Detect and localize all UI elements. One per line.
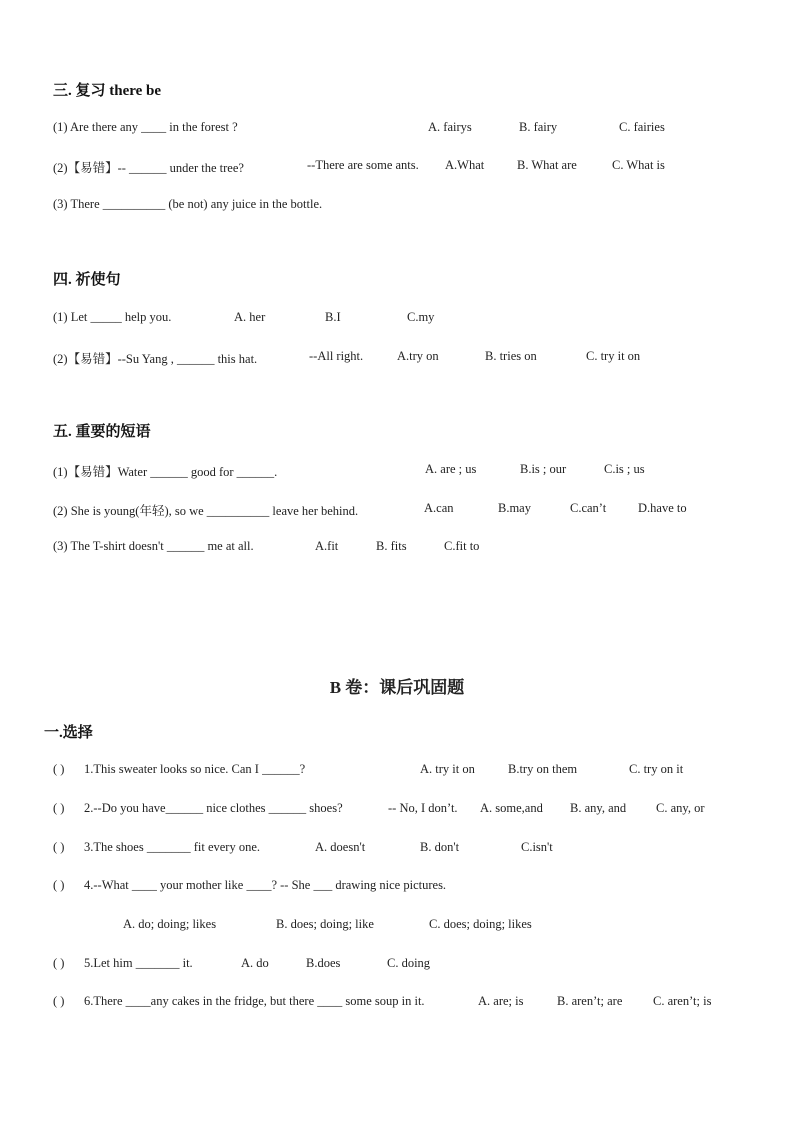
answer-paren: ( )	[53, 762, 65, 776]
option-a: A. do; doing; likes	[123, 917, 217, 931]
option-b: B. does; doing; like	[276, 917, 374, 931]
section3-heading: 三. 复习 there be	[53, 83, 162, 99]
question-reply: --All right.	[309, 349, 364, 363]
option-a: A.fit	[315, 539, 339, 553]
option-c: C. try it on	[586, 349, 641, 363]
option-b: B.does	[306, 956, 341, 970]
option-b: B. aren’t; are	[557, 994, 623, 1008]
question-stem: (3) There __________ (be not) any juice in the bottle.	[53, 197, 323, 211]
question-stem: (2)【易错】-- ______ under the tree?	[53, 161, 244, 175]
option-c: C. any, or	[656, 801, 705, 815]
option-b: B. fits	[376, 539, 407, 553]
option-b: B. any, and	[570, 801, 627, 815]
section5-heading: 五. 重要的短语	[53, 424, 151, 440]
option-a: A.try on	[397, 349, 439, 363]
option-b: B.may	[498, 501, 531, 515]
option-a: A. are ; us	[425, 462, 477, 476]
question-stem: (2)【易错】--Su Yang , ______ this hat.	[53, 352, 258, 366]
question-reply: --There are some ants.	[307, 158, 419, 172]
option-b: B. tries on	[485, 349, 537, 363]
option-a: A. fairys	[428, 120, 472, 134]
option-c: C. fairies	[619, 120, 665, 134]
answer-paren: ( )	[53, 801, 65, 815]
part-b-title: B 卷：课后巩固题	[329, 678, 465, 697]
option-c: C. doing	[387, 956, 431, 970]
option-a: A. try it on	[420, 762, 475, 776]
option-c: C.my	[407, 310, 435, 324]
option-b: B. What are	[517, 158, 577, 172]
question-stem: (2) She is young(年轻), so we __________ leave her behind.	[53, 504, 359, 518]
option-c: C. does; doing; likes	[429, 917, 532, 931]
question-stem: (1)【易错】Water ______ good for ______.	[53, 465, 278, 479]
option-c: C. What is	[612, 158, 665, 172]
answer-paren: ( )	[53, 878, 65, 892]
option-b: B.is ; our	[520, 462, 567, 476]
option-b: B.try on them	[508, 762, 578, 776]
question-stem: 6.There ____any cakes in the fridge, but there ____ some soup in it.	[84, 994, 425, 1008]
question-stem: (1) Are there any ____ in the forest ?	[53, 120, 238, 134]
option-b: B. fairy	[519, 120, 558, 134]
option-c: C.is ; us	[604, 462, 645, 476]
question-stem: 5.Let him _______ it.	[84, 956, 193, 970]
option-a: A. are; is	[478, 994, 524, 1008]
option-d: D.have to	[638, 501, 687, 515]
option-c: C.fit to	[444, 539, 480, 553]
question-stem: (3) The T-shirt doesn't ______ me at all.	[53, 539, 254, 553]
option-a: A.What	[445, 158, 485, 172]
option-c: C.can’t	[570, 501, 607, 515]
option-a: A. some,and	[480, 801, 543, 815]
part-b-heading: 一.选择	[44, 725, 93, 741]
option-a: A. her	[234, 310, 266, 324]
answer-paren: ( )	[53, 994, 65, 1008]
answer-paren: ( )	[53, 840, 65, 854]
option-a: A. doesn't	[315, 840, 366, 854]
option-c: C. try on it	[629, 762, 684, 776]
option-a: A. do	[241, 956, 269, 970]
question-stem: 3.The shoes _______ fit every one.	[84, 840, 261, 854]
option-b: B.I	[325, 310, 341, 324]
section4-heading: 四. 祈使句	[53, 272, 121, 288]
option-a: A.can	[424, 501, 454, 515]
question-reply: -- No, I don’t.	[388, 801, 458, 815]
question-stem: (1) Let _____ help you.	[53, 310, 172, 324]
option-c: C.isn't	[521, 840, 553, 854]
answer-paren: ( )	[53, 956, 65, 970]
question-stem: 2.--Do you have______ nice clothes ______ shoes?	[84, 801, 343, 815]
option-c: C. aren’t; is	[653, 994, 712, 1008]
question-stem: 1.This sweater looks so nice. Can I ______?	[84, 762, 306, 776]
option-b: B. don't	[420, 840, 460, 854]
question-stem: 4.--What ____ your mother like ____? -- She ___ drawing nice pictures.	[84, 878, 447, 892]
